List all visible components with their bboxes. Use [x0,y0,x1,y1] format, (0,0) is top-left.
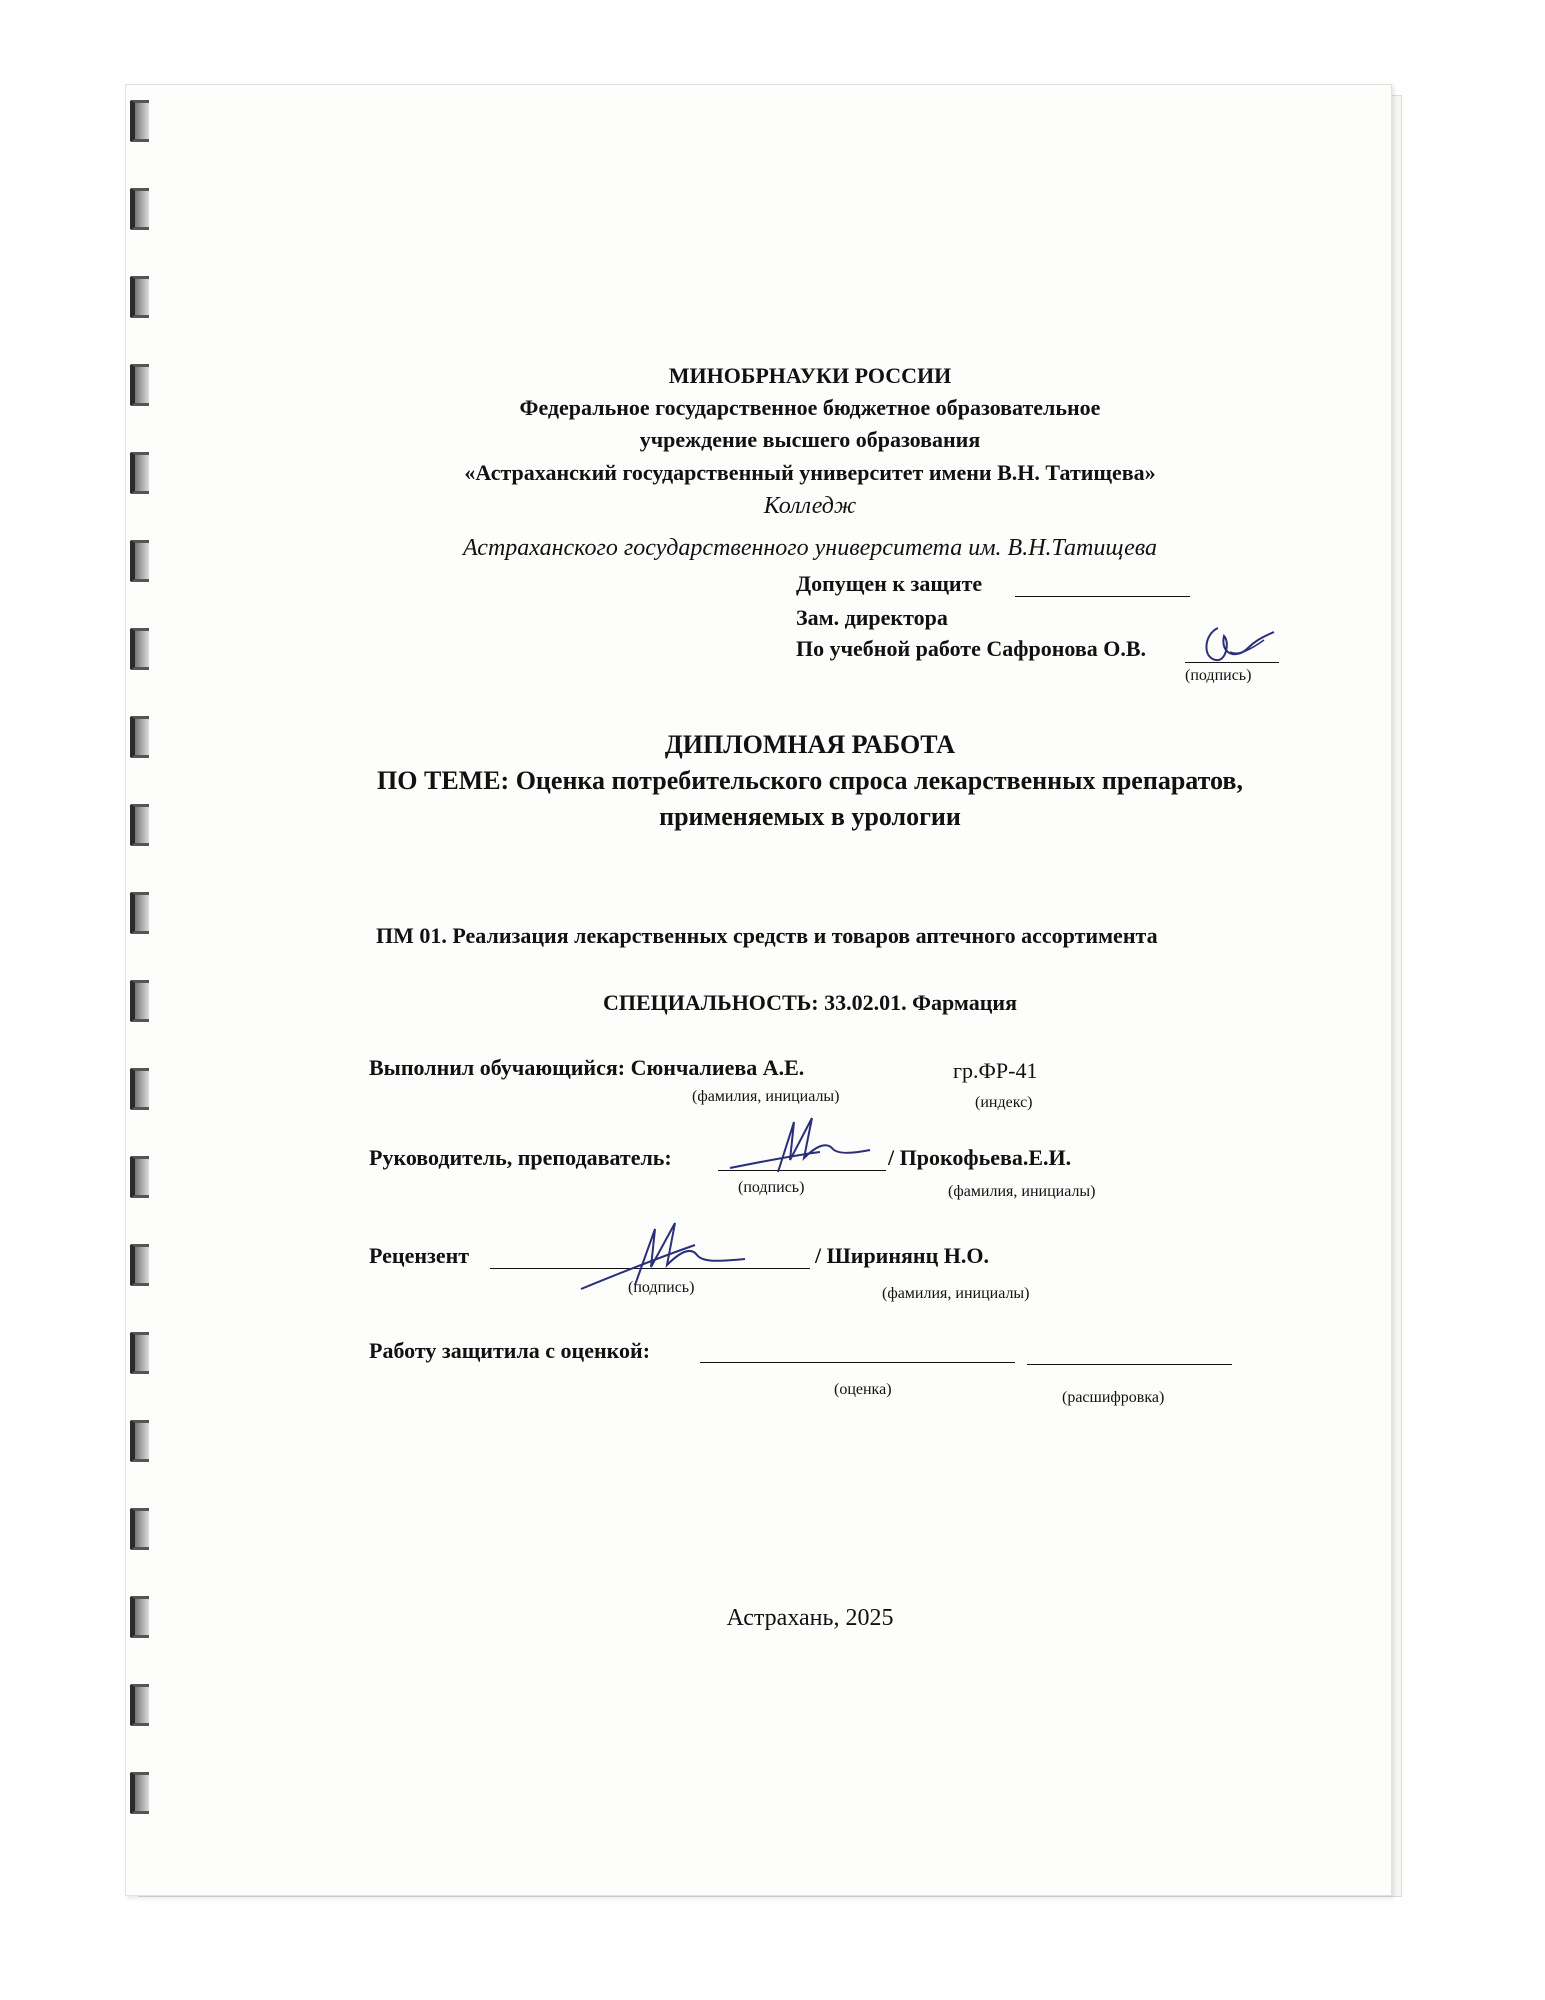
binding-ring [130,628,149,670]
binding-ring [130,1156,149,1198]
binding-ring [130,716,149,758]
reviewer-name-caption: (фамилия, инициалы) [882,1285,1030,1302]
binding-ring [130,540,149,582]
binding-ring [130,188,149,230]
topic-line-2: применяемых в урологии [659,802,961,831]
college-line-2: Астраханского государственного университета им. В.Н.Татищева [463,535,1157,561]
college-line-1: Колледж [763,493,857,519]
binding-ring [130,1068,149,1110]
binding-ring [130,100,149,142]
deputy-director-label: Зам. директора [796,605,948,630]
organization-line-1: Федеральное государственное бюджетное образовательное [519,395,1101,420]
reviewer-label: Рецензент [369,1243,470,1268]
grade-line [700,1362,1015,1363]
transcript-caption: (расшифровка) [1062,1389,1165,1406]
binding-ring [130,804,149,846]
professional-module: ПМ 01. Реализация лекарственных средств и товаров аптечного ассортимента [376,923,1158,948]
binding-ring [130,892,149,934]
supervisor-name: / Прокофьева.Е.И. [888,1145,1072,1170]
deputy-signature-caption: (подпись) [1185,667,1252,684]
transcript-line [1027,1364,1232,1365]
university-name: «Астраханский государственный университет имени В.Н. Татищева» [464,460,1156,485]
supervisor-name-caption: (фамилия, инициалы) [948,1183,1096,1200]
ministry-heading: МИНОБРНАУКИ РОССИИ [668,363,952,388]
binding-ring [130,1596,149,1638]
student-label: Выполнил обучающийся: Сюнчалиева А.Е. [369,1055,805,1080]
binding-ring [130,452,149,494]
admitted-to-defense-label: Допущен к защите [796,571,983,596]
binding-ring [130,1684,149,1726]
city-year: Астрахань, 2025 [726,1605,894,1631]
academic-affairs-label: По учебной работе Сафронова О.В. [796,636,1147,661]
binding-ring [130,1508,149,1550]
reviewer-signature-caption: (подпись) [628,1279,695,1296]
binding-ring [130,1772,149,1814]
work-type-title: ДИПЛОМНАЯ РАБОТА [664,730,956,759]
reviewer-name: / Ширинянц Н.О. [815,1243,990,1268]
grade-caption: (оценка) [834,1381,892,1398]
supervisor-label: Руководитель, преподаватель: [369,1145,672,1170]
binding-ring [130,1420,149,1462]
binding-ring [130,1244,149,1286]
deputy-signature-image [1190,620,1280,670]
defense-grade-label: Работу защитила с оценкой: [369,1338,651,1363]
student-name-caption: (фамилия, инициалы) [692,1088,840,1105]
student-group-caption: (индекс) [975,1094,1033,1111]
binding-ring [130,276,149,318]
binding-ring [130,1332,149,1374]
topic-line-1: ПО ТЕМЕ: Оценка потребительского спроса лекарственных препаратов, [377,766,1243,795]
organization-line-2: учреждение высшего образования [639,427,981,452]
student-group: гр.ФР-41 [953,1058,1038,1083]
binding-rings [130,100,160,1860]
binding-ring [130,364,149,406]
supervisor-signature-caption: (подпись) [738,1179,805,1196]
supervisor-signature-image [720,1112,880,1182]
admitted-signature-line [1015,596,1190,597]
binding-ring [130,980,149,1022]
specialty-line: СПЕЦИАЛЬНОСТЬ: 33.02.01. Фармация [602,990,1018,1015]
